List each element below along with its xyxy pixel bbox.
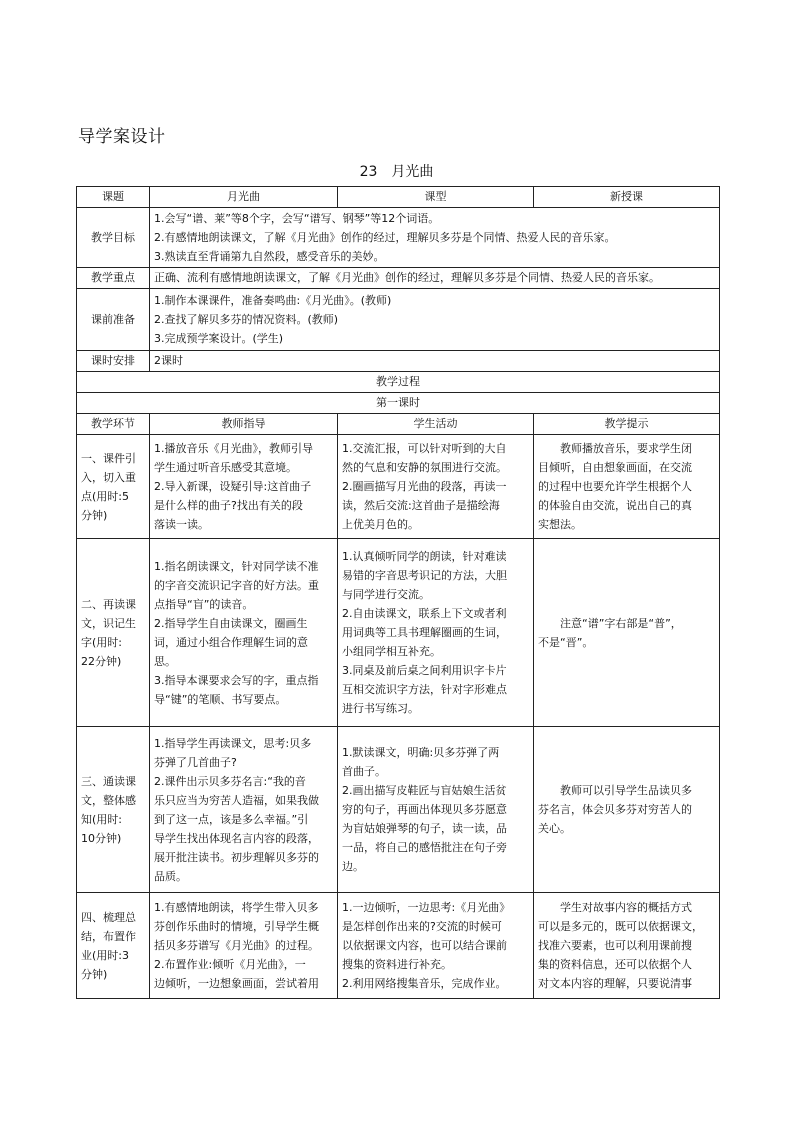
preparation-list: [150, 289, 720, 351]
student-activity: [338, 893, 534, 999]
text-line: 然的气息和安静的氛围进行交流。: [342, 461, 507, 474]
text-line: 目倾听，自由想象画面，在交流: [538, 461, 692, 474]
text-line: 芬名言，体会贝多芬对穷苦人的: [538, 803, 692, 816]
column-header-teacher: 教师指导: [150, 414, 338, 435]
text-line: 展开批注读书。初步理解贝多芬的: [154, 850, 319, 864]
teaching-tips: [534, 727, 720, 893]
stage-name: [77, 727, 150, 893]
text-line: 1.指名朗读课文，针对同学读不准: [154, 559, 319, 573]
stage-name: [77, 435, 150, 539]
objective-item: 3.熟读直至背诵第九自然段，感受音乐的美妙。: [154, 250, 385, 263]
text-line: 词，通过小组合作理解生词的意: [154, 635, 308, 649]
teacher-guidance: [150, 727, 338, 893]
stage-name-line: 文，整体感: [81, 793, 136, 807]
stage-name-line: 文，识记生: [81, 616, 136, 630]
table-row: [77, 727, 720, 893]
schedule-label: 课时安排: [77, 351, 150, 372]
text-line: 乐只应当为穷苦人造福，如果我做: [154, 793, 319, 807]
text-line: 2.导入新课，设疑引导:这首曲子: [154, 480, 312, 493]
stage-name-line: 分钟): [81, 967, 108, 981]
text-line: 关心。: [538, 822, 571, 835]
stage-name-line: 点(用时:5: [81, 489, 129, 503]
text-line: 的体验自由交流，说出自己的真: [538, 499, 692, 512]
text-line: 边。: [342, 860, 364, 873]
stage-name-line: 10分钟): [81, 831, 122, 845]
text-line: 2.圈画描写月光曲的段落，再读一: [342, 480, 507, 493]
topic-label: 课题: [77, 187, 150, 208]
text-line: 穷的句子，再画出体现贝多芬愿意: [342, 803, 507, 816]
objective-item: 1.会写“谱、莱”等8个字，会写“谱写、钢琴”等12个词语。: [154, 212, 440, 225]
text-line: 是什么样的曲子?找出有关的段: [154, 499, 303, 512]
document-heading: 导学案设计: [78, 127, 166, 147]
text-line: 1.有感情地朗读，将学生带入贝多: [154, 901, 319, 914]
column-header-tips: 教学提示: [534, 414, 720, 435]
text-line: 2.课件出示贝多芬名言:“我的音: [154, 774, 306, 788]
text-line: 1.默读课文，明确:贝多芬弹了两: [342, 746, 500, 759]
student-activity: [338, 539, 534, 727]
text-line: 是怎样创作出来的?交流的时候可: [342, 920, 502, 933]
text-line: 注意“谱”字右部是“普”，: [560, 616, 682, 630]
student-activity: [338, 727, 534, 893]
text-line: 首曲子。: [342, 765, 386, 778]
stage-name-line: 入，切入重: [81, 470, 136, 484]
text-line: 的过程中也要允许学生根据个人: [538, 480, 692, 493]
stage-name-line: 22分钟): [81, 654, 122, 668]
preparation-item: 2.查找了解贝多芬的情况资料。(教师): [154, 313, 339, 326]
stage-name: [77, 539, 150, 727]
text-line: 2.画出描写皮鞋匠与盲姑娘生活贫: [342, 784, 507, 797]
text-line: 易错的字音思考识记的方法，大胆: [342, 569, 507, 582]
text-line: 集的资料信息，还可以依据个人: [538, 958, 692, 971]
key-points-label: 教学重点: [77, 268, 150, 289]
text-line: 以依据课文内容，也可以结合课前: [342, 939, 507, 952]
text-line: 落读一读。: [154, 518, 209, 531]
stage-name-line: 二、再读课: [81, 597, 136, 611]
objectives-list: [150, 208, 720, 268]
text-line: 芬弹了几首曲子?: [154, 755, 237, 769]
text-line: 品质。: [154, 869, 187, 883]
lesson-title: 23 月光曲: [359, 164, 434, 180]
type-value: 新授课: [534, 187, 720, 208]
text-line: 用词典等工具书理解圈画的生词，: [342, 626, 507, 639]
text-line: 互相交流识字方法，针对字形难点: [342, 683, 507, 696]
stage-name-line: 一、课件引: [81, 451, 136, 465]
teaching-tips: [534, 893, 720, 999]
stage-name-line: 分钟): [81, 508, 108, 522]
text-line: 边倾听，一边想象画面，尝试着用: [154, 977, 319, 990]
text-line: 上优美月色的。: [342, 518, 419, 531]
text-line: 实想法。: [538, 518, 582, 531]
preparation-label: 课前准备: [77, 289, 150, 351]
text-line: 一品，将自己的感悟批注在句子旁: [342, 841, 507, 854]
teacher-guidance: [150, 435, 338, 539]
teacher-guidance: [150, 893, 338, 999]
lesson-plan-table: [76, 186, 720, 999]
text-line: 小组同学相互补充。: [342, 645, 441, 658]
table-row: [77, 539, 720, 727]
text-line: 1.认真倾听同学的朗读，针对难读: [342, 550, 507, 563]
process-title: 教学过程: [77, 372, 720, 393]
text-line: 2.布置作业:倾听《月光曲》，一: [154, 958, 306, 971]
stage-name-line: 三、通读课: [81, 774, 136, 788]
text-line: 不是“晋”。: [538, 635, 594, 649]
text-line: 括贝多芬谱写《月光曲》的过程。: [154, 939, 319, 952]
text-line: 点指导“盲”的读音。: [154, 597, 254, 611]
stage-name-line: 业(用时:3: [81, 948, 129, 962]
text-line: 与同学进行交流。: [342, 588, 430, 601]
stage-name-line: 四、梳理总: [81, 910, 136, 924]
text-line: 1.指导学生再读课文，思考:贝多: [154, 736, 312, 750]
text-line: 导学生找出体现名言内容的段落，: [154, 831, 319, 845]
column-header-stage: 教学环节: [77, 414, 150, 435]
objective-item: 2.有感情地朗读课文，了解《月光曲》创作的经过，理解贝多芬是个同情、热爱人民的音乐家。: [154, 231, 616, 244]
stage-name: [77, 893, 150, 999]
text-line: 的字音交流识记字音的好方法。重: [154, 578, 319, 592]
schedule-text: 2课时: [150, 351, 720, 372]
text-line: 2.指导学生自由读课文，圈画生: [154, 616, 308, 630]
stage-name-line: 结，布置作: [81, 929, 136, 943]
text-line: 1.一边倾听，一边思考:《月光曲》: [342, 901, 511, 914]
text-line: 教师播放音乐，要求学生闭: [560, 442, 692, 455]
text-line: 2.自由读课文，联系上下文或者利: [342, 607, 507, 620]
text-line: 3.指导本课要求会写的字，重点指: [154, 673, 319, 687]
text-line: 为盲姑娘弹琴的句子，读一读，品: [342, 822, 507, 835]
text-line: 找准六要素，也可以利用课前搜: [538, 939, 692, 952]
table-row: [77, 435, 720, 539]
type-label: 课型: [338, 187, 534, 208]
text-line: 2.利用网络搜集音乐，完成作业。: [342, 977, 507, 990]
text-line: 到了这一点，该是多么幸福。”引: [154, 812, 309, 826]
stage-name-line: 知(用时:: [81, 812, 122, 826]
text-line: 1.交流汇报，可以针对听到的大自: [342, 442, 507, 455]
stage-name-line: 字(用时:: [81, 635, 122, 649]
text-line: 学生对故事内容的概括方式: [560, 901, 692, 914]
key-points-text: 正确、流利有感情地朗读课文，了解《月光曲》创作的经过，理解贝多芬是个同情、热爱人民的音乐家。: [150, 268, 720, 289]
text-line: 对文本内容的理解，只要说清事: [538, 977, 692, 990]
text-line: 1.播放音乐《月光曲》，教师引导: [154, 442, 313, 455]
text-line: 芬创作乐曲时的情境，引导学生概: [154, 920, 319, 933]
teacher-guidance: [150, 539, 338, 727]
text-line: 读，然后交流:这首曲子是描绘海: [342, 499, 500, 512]
topic-value: 月光曲: [150, 187, 338, 208]
text-line: 学生通过听音乐感受其意境。: [154, 461, 297, 474]
preparation-item: 3.完成预学案设计。(学生): [154, 332, 284, 345]
teaching-tips: [534, 435, 720, 539]
teaching-tips: [534, 539, 720, 727]
objectives-label: 教学目标: [77, 208, 150, 268]
text-line: 3.同桌及前后桌之间利用识字卡片: [342, 664, 507, 677]
text-line: 思。: [154, 654, 176, 668]
text-line: 教师可以引导学生品读贝多: [560, 784, 692, 797]
preparation-item: 1.制作本课课件，准备奏鸣曲:《月光曲》。(教师): [154, 294, 392, 307]
text-line: 搜集的资料进行补充。: [342, 958, 452, 971]
text-line: 进行书写练习。: [342, 702, 419, 715]
session-title: 第一课时: [77, 393, 720, 414]
table-row: [77, 893, 720, 999]
student-activity: [338, 435, 534, 539]
text-line: 导“键”的笔顺、书写要点。: [154, 692, 287, 706]
column-header-student: 学生活动: [338, 414, 534, 435]
text-line: 可以是多元的，既可以依据课文，: [538, 920, 703, 933]
